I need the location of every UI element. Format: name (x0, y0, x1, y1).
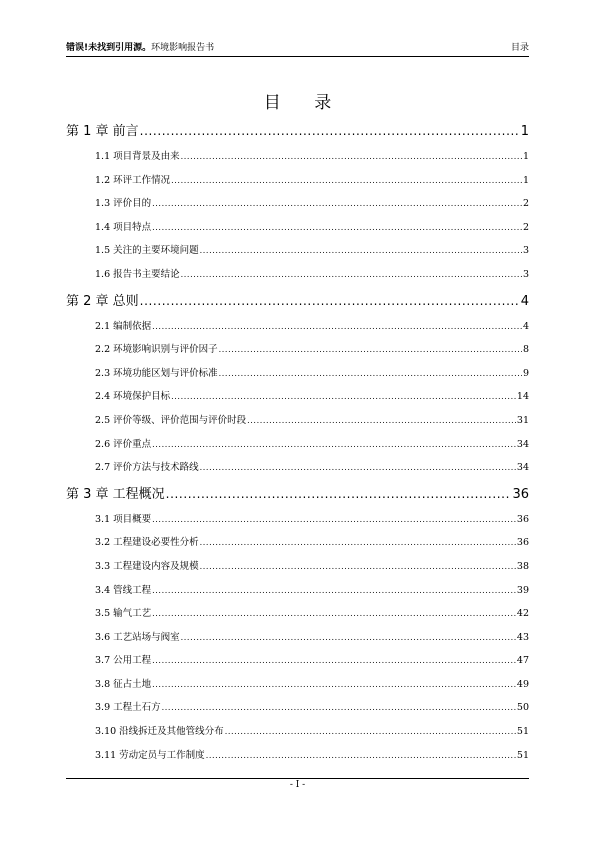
toc-entry-page: 38 (516, 560, 529, 572)
header-error-text: 错误!未找到引用源。 (66, 43, 152, 53)
toc-section-entry[interactable] (66, 216, 529, 240)
toc-entry-label: 3.8 征占土地 (95, 678, 152, 690)
toc-section-entry[interactable] (66, 508, 529, 532)
header-section-name: 目录 (510, 43, 529, 53)
header-doc-title: 环境影响报告书 (151, 43, 215, 53)
toc-section-entry[interactable] (66, 362, 529, 386)
toc-leader-dots (171, 385, 516, 409)
toc-entry-label: 3.6 工艺站场与阀室 (95, 631, 180, 643)
toc-entry-page: 51 (516, 749, 529, 761)
toc-leader-dots (152, 315, 522, 339)
header-left (66, 40, 214, 56)
toc-section-entry[interactable] (66, 720, 529, 744)
toc-leader-dots (140, 287, 520, 315)
toc-leader-dots (152, 433, 516, 457)
toc-leader-dots (152, 673, 516, 697)
toc-entry-label: 1.2 环评工作情况 (95, 174, 171, 186)
toc-section-entry[interactable] (66, 602, 529, 626)
table-of-contents (66, 117, 529, 767)
toc-leader-dots (171, 169, 522, 193)
toc-entry-label: 1.4 项目特点 (95, 221, 152, 233)
toc-entry-page: 4 (522, 320, 529, 332)
toc-entry-page: 34 (516, 438, 529, 450)
toc-entry-page: 3 (522, 245, 529, 257)
toc-entry-label: 第 3 章 工程概况 (66, 486, 165, 502)
toc-entry-page: 31 (516, 414, 529, 426)
toc-section-entry[interactable] (66, 531, 529, 555)
toc-entry-label: 3.4 管线工程 (95, 584, 152, 596)
toc-leader-dots (200, 456, 516, 480)
toc-leader-dots (219, 338, 522, 362)
toc-entry-page: 1 (522, 174, 529, 186)
toc-entry-label: 第 2 章 总则 (66, 293, 139, 309)
toc-entry-page: 39 (516, 584, 529, 596)
toc-section-entry[interactable] (66, 433, 529, 457)
toc-entry-page: 2 (522, 221, 529, 233)
toc-section-entry[interactable] (66, 385, 529, 409)
toc-entry-label: 1.1 项目背景及由来 (95, 151, 180, 162)
toc-entry-page: 8 (522, 344, 529, 356)
toc-entry-page: 43 (516, 631, 529, 643)
toc-leader-dots (247, 409, 516, 433)
toc-entry-page: 1 (520, 124, 529, 139)
toc-leader-dots (140, 117, 520, 145)
toc-entry-page: 1 (522, 151, 529, 162)
toc-entry-page: 4 (520, 293, 529, 309)
toc-section-entry[interactable] (66, 169, 529, 193)
toc-section-entry[interactable] (66, 263, 529, 287)
toc-leader-dots (200, 555, 516, 579)
toc-section-entry[interactable] (66, 744, 529, 768)
toc-entry-label: 3.5 输气工艺 (95, 608, 152, 620)
toc-leader-dots (166, 480, 512, 508)
toc-entry-label: 2.2 环境影响识别与评价因子 (95, 344, 218, 356)
toc-entry-label: 2.7 评价方法与技术路线 (95, 462, 199, 474)
toc-leader-dots (152, 579, 516, 603)
toc-entry-page: 3 (522, 268, 529, 280)
toc-section-entry[interactable] (66, 673, 529, 697)
toc-entry-label: 3.2 工程建设必要性分析 (95, 537, 199, 549)
toc-entry-page: 51 (516, 726, 529, 738)
toc-chapter-entry[interactable] (66, 117, 529, 145)
toc-section-entry[interactable] (66, 239, 529, 263)
page-number: - I - (289, 780, 306, 790)
toc-entry-label: 3.11 劳动定员与工作制度 (95, 749, 205, 761)
toc-leader-dots (181, 145, 522, 169)
toc-section-entry[interactable] (66, 409, 529, 433)
toc-section-entry[interactable] (66, 192, 529, 216)
toc-section-entry[interactable] (66, 579, 529, 603)
toc-section-entry[interactable] (66, 696, 529, 720)
toc-entry-label: 1.5 关注的主要环境问题 (95, 245, 199, 257)
toc-leader-dots (152, 508, 516, 532)
toc-leader-dots (200, 531, 516, 555)
toc-section-entry[interactable] (66, 626, 529, 650)
toc-section-entry[interactable] (66, 456, 529, 480)
toc-entry-label: 3.1 项目概要 (95, 513, 152, 525)
toc-entry-label: 3.9 工程土石方 (95, 702, 161, 714)
page-title: 目 录 (263, 93, 346, 113)
toc-leader-dots (181, 263, 522, 287)
toc-entry-label: 1.3 评价目的 (95, 198, 152, 210)
toc-leader-dots (206, 744, 516, 768)
toc-leader-dots (219, 362, 522, 386)
toc-section-entry[interactable] (66, 555, 529, 579)
toc-entry-page: 42 (516, 608, 529, 620)
toc-leader-dots (152, 216, 522, 240)
toc-entry-label: 2.3 环境功能区划与评价标准 (95, 367, 218, 379)
page-header (66, 40, 529, 57)
toc-entry-label: 2.4 环境保护目标 (95, 391, 171, 403)
toc-leader-dots (152, 649, 516, 673)
toc-section-entry[interactable] (66, 315, 529, 339)
toc-entry-label: 3.3 工程建设内容及规模 (95, 560, 199, 572)
toc-entry-page: 36 (516, 537, 529, 549)
toc-leader-dots (152, 192, 522, 216)
toc-leader-dots (162, 696, 516, 720)
toc-entry-page: 14 (516, 391, 529, 403)
toc-section-entry[interactable] (66, 649, 529, 673)
page-footer (66, 778, 529, 790)
toc-leader-dots (152, 602, 516, 626)
toc-entry-label: 2.6 评价重点 (95, 438, 152, 450)
toc-entry-label: 1.6 报告书主要结论 (95, 268, 180, 280)
toc-entry-label: 第 1 章 前言 (66, 124, 139, 139)
toc-entry-page: 2 (522, 198, 529, 210)
toc-leader-dots (181, 626, 516, 650)
toc-section-entry[interactable] (66, 338, 529, 362)
toc-entry-page: 49 (516, 678, 529, 690)
toc-entry-page: 50 (516, 702, 529, 714)
toc-leader-dots (200, 239, 522, 263)
toc-leader-dots (225, 720, 516, 744)
toc-section-entry[interactable] (66, 145, 529, 169)
toc-chapter-entry[interactable] (66, 287, 529, 315)
toc-entry-label: 3.10 沿线拆迁及其他管线分布 (95, 726, 224, 738)
toc-entry-label: 3.7 公用工程 (95, 655, 152, 667)
toc-chapter-entry[interactable] (66, 480, 529, 508)
toc-entry-label: 2.1 编制依据 (95, 320, 152, 332)
toc-entry-page: 36 (512, 486, 529, 502)
toc-entry-page: 36 (516, 513, 529, 525)
toc-entry-label: 2.5 评价等级、评价范围与评价时段 (95, 414, 247, 426)
toc-entry-page: 9 (522, 367, 529, 379)
toc-entry-page: 34 (516, 462, 529, 474)
toc-entry-page: 47 (516, 655, 529, 667)
